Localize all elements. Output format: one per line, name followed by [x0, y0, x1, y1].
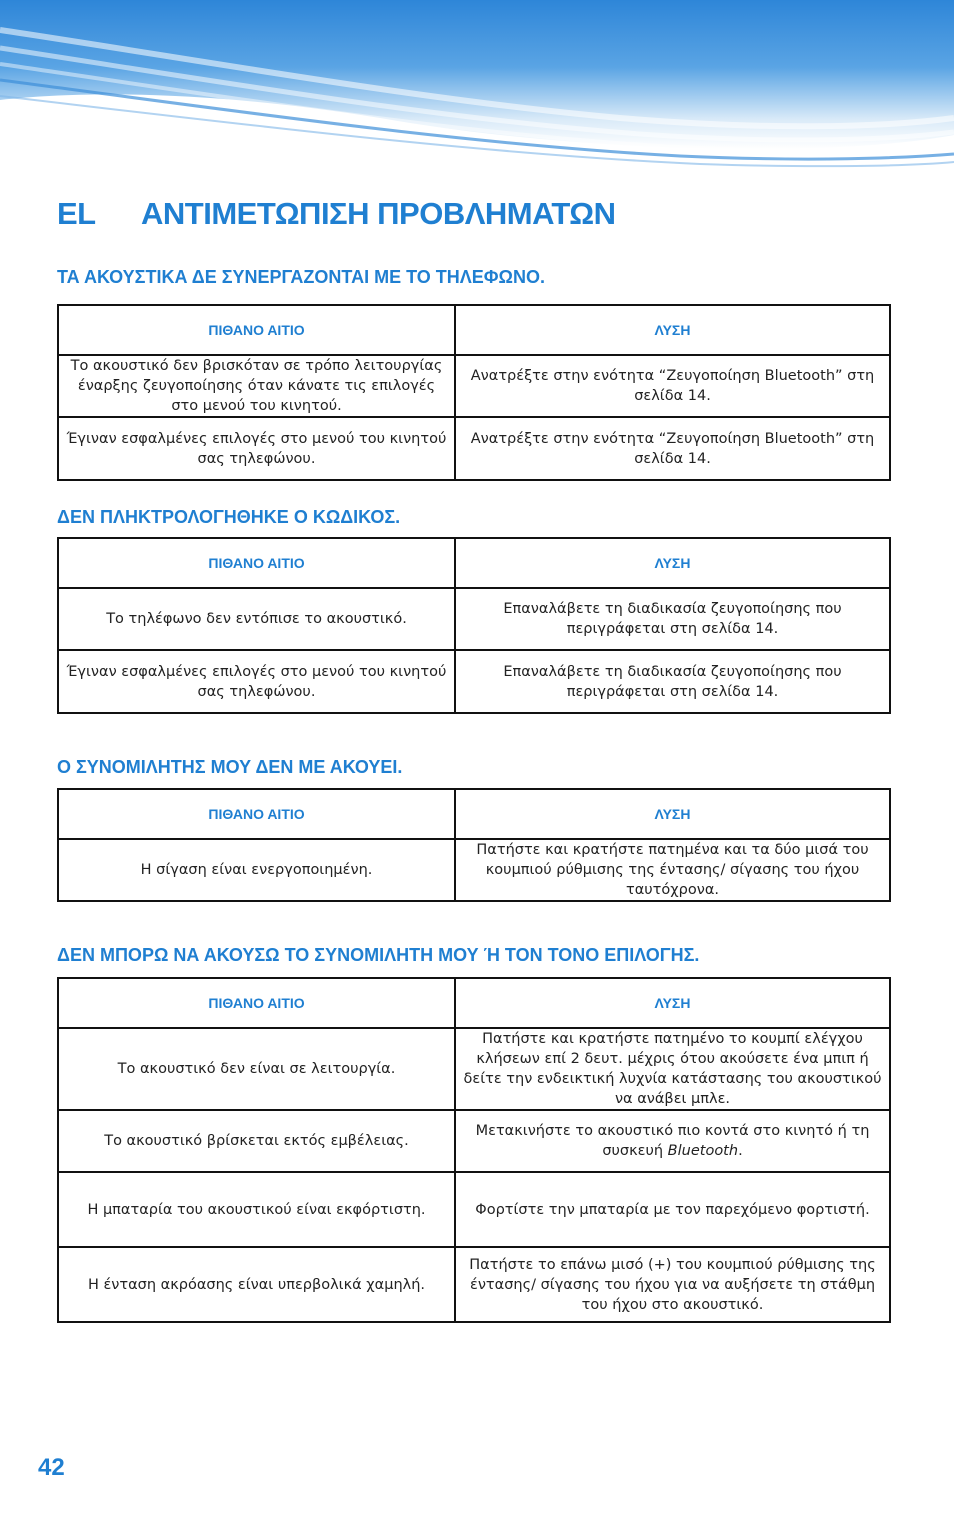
table-header-row	[58, 789, 890, 839]
solution-cell: Ανατρέξτε στην ενότητα “Ζευγοποίηση Bluetooth” στη σελίδα 14.	[455, 417, 890, 480]
table-header-row	[58, 538, 890, 588]
solution-cell: Πατήστε και κρατήστε πατημένα και τα δύο μισά του κουμπιού ρύθμισης της έντασης/ σίγασης του ήχου ταυτόχρονα.	[455, 839, 890, 901]
solution-column-header: ΛΥΣΗ	[455, 538, 890, 588]
table-row	[58, 839, 890, 901]
page-title-text: ΑΝΤΙΜΕΤΩΠΙΣΗ ΠΡΟΒΛΗΜΑΤΩΝ	[141, 196, 616, 231]
section-title: Ο ΣΥΝΟΜΙΛΗΤΗΣ ΜΟΥ ΔΕΝ ΜΕ ΑΚΟΥΕΙ.	[57, 757, 403, 777]
page-title	[57, 192, 616, 236]
cause-cell: Η μπαταρία του ακουστικού είναι εκφόρτιστη.	[58, 1172, 455, 1247]
solution-cell: Ανατρέξτε στην ενότητα “Ζευγοποίηση Bluetooth” στη σελίδα 14.	[455, 355, 890, 417]
solution-text: Μετακινήστε το ακουστικό πιο κοντά στο κινητό ή τη συσκευή	[475, 1123, 870, 1159]
solution-cell	[455, 1110, 890, 1172]
solution-cell: Επαναλάβετε τη διαδικασία ζευγοποίησης που περιγράφεται στη σελίδα 14.	[455, 588, 890, 650]
troubleshooting-table	[57, 788, 891, 902]
section-title: ΔΕΝ ΜΠΟΡΩ ΝΑ ΑΚΟΥΣΩ ΤΟ ΣΥΝΟΜΙΛΗΤΗ ΜΟΥ Ή ΤΟΝ ΤΟΝΟ ΕΠΙΛΟΓΗΣ.	[57, 945, 700, 965]
solution-cell: Φορτίστε την μπαταρία με τον παρεχόμενο φορτιστή.	[455, 1172, 890, 1247]
language-code: EL	[57, 196, 96, 231]
solution-cell: Επαναλάβετε τη διαδικασία ζευγοποίησης που περιγράφεται στη σελίδα 14.	[455, 650, 890, 713]
table-header-row	[58, 305, 890, 355]
cause-cell: Το ακουστικό δεν είναι σε λειτουργία.	[58, 1028, 455, 1110]
solution-text-end: .	[738, 1143, 743, 1159]
table-row	[58, 1028, 890, 1110]
page-number: 42	[38, 1454, 65, 1481]
troubleshooting-table	[57, 304, 891, 481]
cause-column-header: ΠΙΘΑΝΟ ΑΙΤΙΟ	[58, 305, 455, 355]
cause-column-header: ΠΙΘΑΝΟ ΑΙΤΙΟ	[58, 978, 455, 1028]
table-row	[58, 417, 890, 480]
cause-cell: Η ένταση ακρόασης είναι υπερβολικά χαμηλή.	[58, 1247, 455, 1322]
table-row	[58, 1172, 890, 1247]
troubleshooting-table	[57, 977, 891, 1323]
solution-cell: Πατήστε το επάνω μισό (+) του κουμπιού ρύθμισης της έντασης/ σίγασης του ήχου για να αυξήσετε τη στάθμη του ήχου στο ακουστικό.	[455, 1247, 890, 1322]
cause-cell: Το ακουστικό δεν βρισκόταν σε τρόπο λειτουργίας έναρξης ζευγοποίησης όταν κάνατε τις επιλογές στο μενού του κινητού.	[58, 355, 455, 417]
cause-cell: Έγιναν εσφαλμένες επιλογές στο μενού του κινητού σας τηλεφώνου.	[58, 650, 455, 713]
table-row	[58, 588, 890, 650]
solution-column-header: ΛΥΣΗ	[455, 978, 890, 1028]
section-title: ΤΑ ΑΚΟΥΣΤΙΚΑ ΔΕ ΣΥΝΕΡΓΑΖΟΝΤΑΙ ΜΕ ΤΟ ΤΗΛΕΦΩΝΟ.	[57, 267, 545, 287]
cause-cell: Το ακουστικό βρίσκεται εκτός εμβέλειας.	[58, 1110, 455, 1172]
section-title: ΔΕΝ ΠΛΗΚΤΡΟΛΟΓΗΘΗΚΕ Ο ΚΩΔΙΚΟΣ.	[57, 507, 401, 527]
bluetooth-term: Bluetooth	[667, 1143, 739, 1159]
table-row	[58, 1247, 890, 1322]
cause-cell: Το τηλέφωνο δεν εντόπισε το ακουστικό.	[58, 588, 455, 650]
header-wave-banner	[0, 0, 954, 170]
cause-cell: Έγιναν εσφαλμένες επιλογές στο μενού του κινητού σας τηλεφώνου.	[58, 417, 455, 480]
cause-cell: Η σίγαση είναι ενεργοποιημένη.	[58, 839, 455, 901]
solution-cell: Πατήστε και κρατήστε πατημένο το κουμπί ελέγχου κλήσεων επί 2 δευτ. μέχρις ότου ακούσετε ένα μπιπ ή δείτε την ενδεικτική λυχνία κατάστασης του ακουστικού να ανάβει μπλε.	[455, 1028, 890, 1110]
solution-column-header: ΛΥΣΗ	[455, 305, 890, 355]
table-header-row	[58, 978, 890, 1028]
troubleshooting-table	[57, 537, 891, 714]
table-row	[58, 650, 890, 713]
cause-column-header: ΠΙΘΑΝΟ ΑΙΤΙΟ	[58, 538, 455, 588]
cause-column-header: ΠΙΘΑΝΟ ΑΙΤΙΟ	[58, 789, 455, 839]
table-row	[58, 1110, 890, 1172]
table-row	[58, 355, 890, 417]
solution-column-header: ΛΥΣΗ	[455, 789, 890, 839]
